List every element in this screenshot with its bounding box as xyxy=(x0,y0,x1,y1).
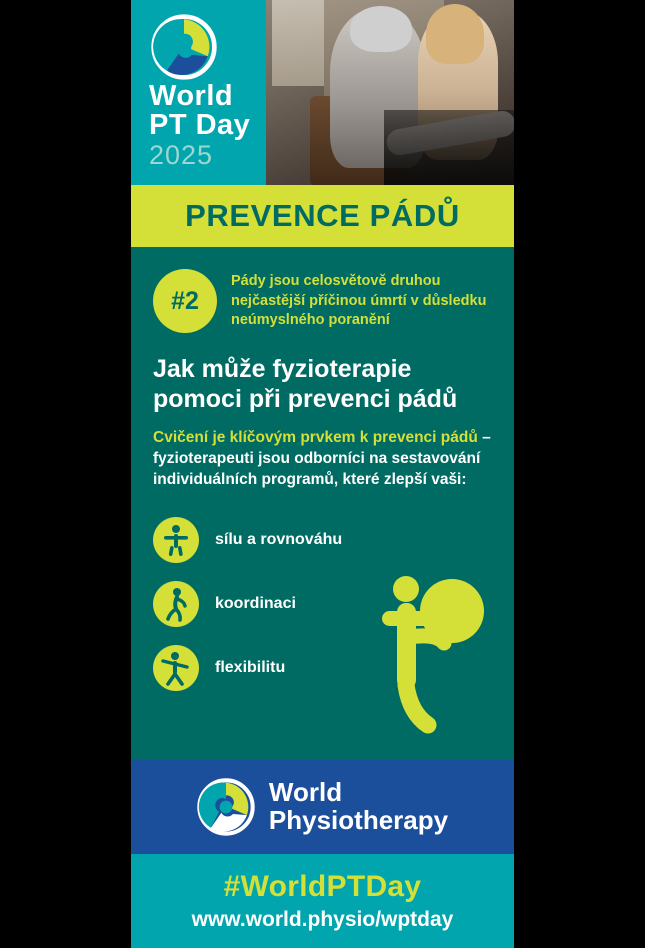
benefit-list xyxy=(131,491,514,691)
page-title: PREVENCE PÁDŮ xyxy=(185,198,460,233)
poster-header xyxy=(131,0,514,185)
person-coordination-icon xyxy=(153,581,199,627)
poster-body xyxy=(131,247,514,759)
headline-line1: Jak může fyzioterapie xyxy=(153,355,412,383)
organisation-wordmark xyxy=(269,779,448,833)
paragraph-rest: – fyzioterapeuti jsou odborníci na sestavování individuálních programů, které zlepší vaši: xyxy=(153,429,491,488)
list-item xyxy=(153,581,492,627)
organisation-footer xyxy=(131,759,514,854)
list-item-label: koordinaci xyxy=(215,594,296,612)
wptd-wordmark-line1: World xyxy=(149,80,234,112)
wptd-year: 2025 xyxy=(149,140,214,170)
campaign-footer xyxy=(131,854,514,948)
body-paragraph xyxy=(131,414,514,491)
campaign-hashtag: #WorldPTDay xyxy=(223,870,422,903)
person-flexibility-icon xyxy=(153,645,199,691)
campaign-url[interactable]: www.world.physio/wptday xyxy=(191,908,454,931)
organisation-line1: World xyxy=(268,777,343,808)
world-physiotherapy-logo-icon xyxy=(197,778,255,836)
paragraph-highlight: Cvičení je klíčovým prvkem k prevenci pádů xyxy=(153,429,478,446)
poster-title-band xyxy=(131,185,514,247)
list-item xyxy=(153,645,492,691)
headline xyxy=(131,333,514,414)
list-item-label: sílu a rovnováhu xyxy=(215,530,343,548)
headline-line2: pomoci při prevenci pádů xyxy=(153,384,458,413)
therapy-session-photo xyxy=(266,0,514,185)
wptd-wordmark xyxy=(149,82,250,169)
fact-text: Pády jsou celosvětově druhou nejčastější příčinou úmrtí v důsledku neúmyslného poranění xyxy=(231,273,487,329)
wptd-wordmark-line2: PT Day xyxy=(149,109,251,141)
poster xyxy=(131,0,514,948)
fact-rank-badge: #2 xyxy=(153,269,217,333)
list-item xyxy=(153,517,492,563)
person-balance-icon xyxy=(153,517,199,563)
wptd-logo-block xyxy=(131,0,266,185)
list-item-label: flexibilitu xyxy=(215,658,286,676)
fact-row xyxy=(131,247,514,333)
world-pt-day-logo-icon xyxy=(151,14,217,80)
organisation-line2: Physiotherapy xyxy=(268,804,449,835)
